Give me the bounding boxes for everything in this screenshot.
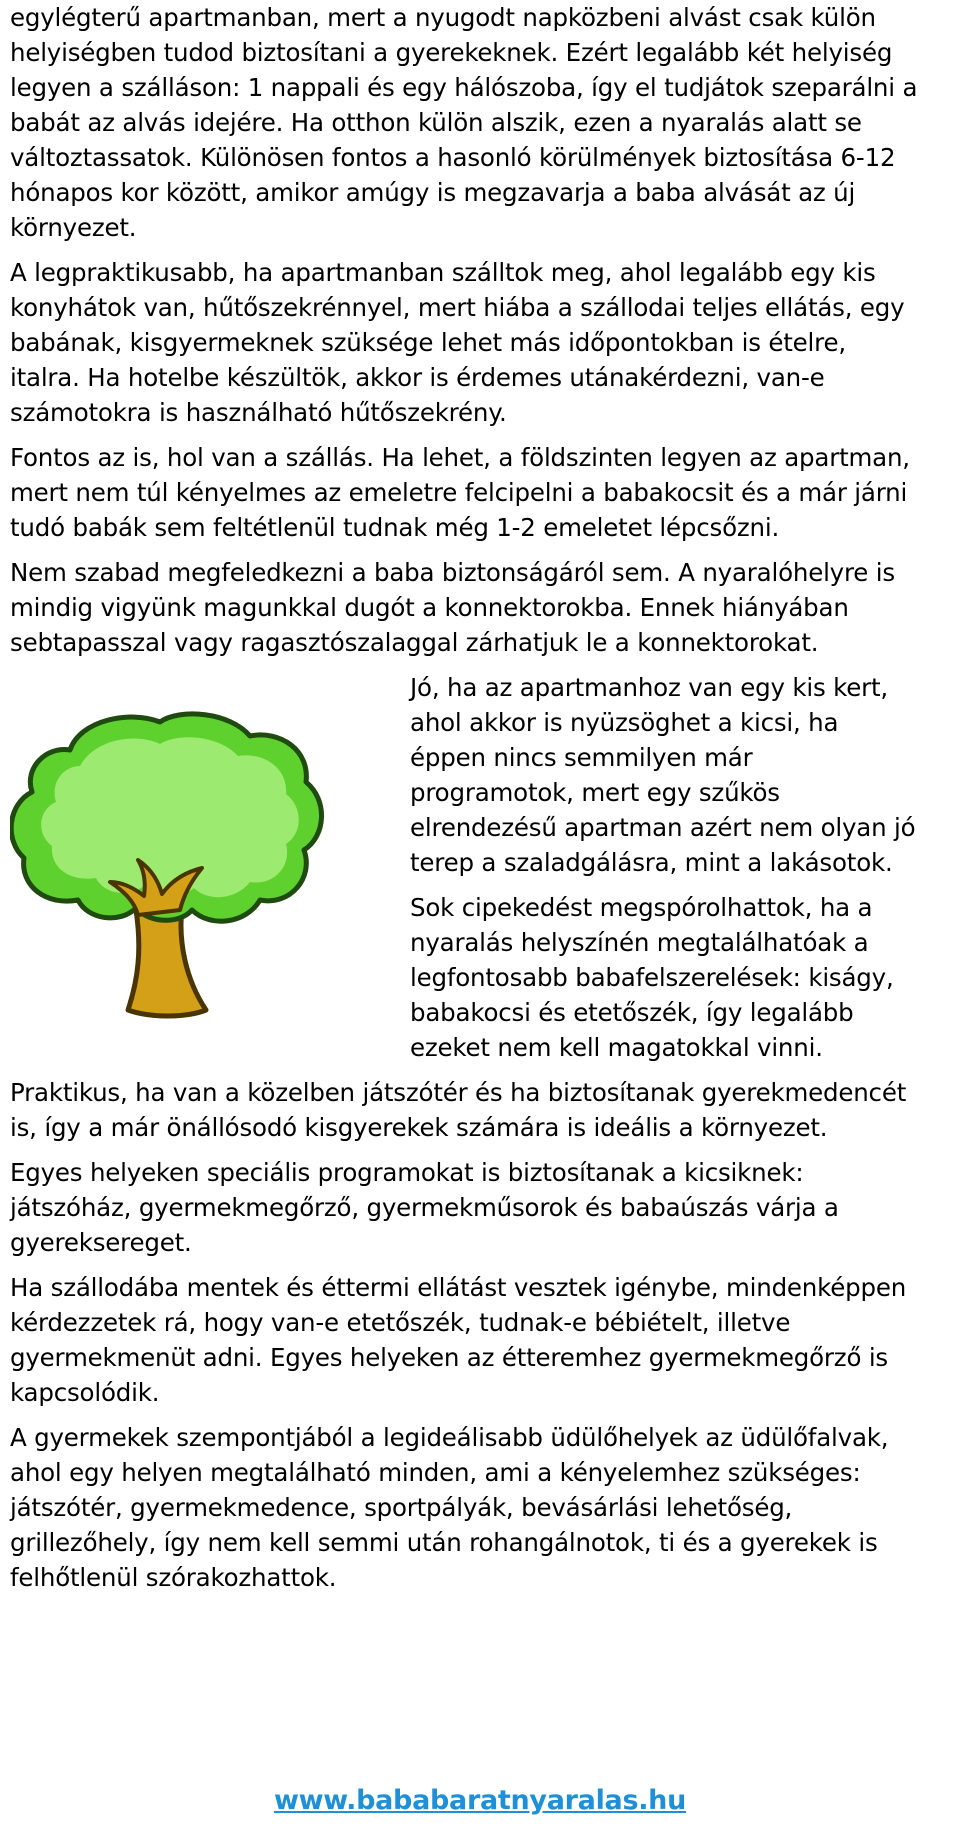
tree-illustration (10, 710, 390, 1045)
paragraph-1: egylégterű apartmanban, mert a nyugodt napközbeni alvást csak külön helyiségben tudod biztosítani a gyerekeknek. Ezért legalább két helyiség legyen a szálláson: 1 nappali és egy hálószoba, így el tudjátok szeparálni a babát az alvás idejére. Ha otthon külön alszik, ezen a nyaralás alatt se változtassatok. Különösen fontos a hasonló körülmények biztosítása 6-12 hónapos kor között, amikor amúgy is megzavarja a baba alvását az új környezet. (10, 3, 918, 242)
paragraph-2: A legpraktikusabb, ha apartmanban szálltok meg, ahol legalább egy kis konyhátok van, hűtőszekrénnyel, mert hiába a szállodai teljes ellátás, egy babának, kisgyermeknek szüksége lehet más időpontokban is ételre, italra. Ha hotelbe készültök, akkor is érdemes utánakérdezni, van-e számotokra is használható hűtőszekrény. (10, 258, 905, 427)
paragraph-6: Sok cipekedést megspórolhattok, ha a nyaralás helyszínén megtalálhatóak a legfontosabb babafelszerelések: kiságy, babakocsi és etetőszék, így legalább ezeket nem kell magatokkal vinni. (410, 893, 894, 1062)
paragraph-10: A gyermekek szempontjából a legideálisabb üdülőhelyek az üdülőfalvak, ahol egy helyen megtalálható minden, ami a kényelemhez szükséges: játszótér, gyermekmedence, sportpályák, bevásárlási lehetőség, grillezőhely, így nem kell semmi után rohangálnotok, ti és a gyerekek is felhőtlenül szórakozhattok. (10, 1423, 889, 1592)
paragraph-3: Fontos az is, hol van a szállás. Ha lehet, a földszinten legyen az apartman, mert nem túl kényelmes az emeletre felcipelni a babakocsit és a már járni tudó babák sem feltétlenül tudnak még 1-2 emeletet lépcsőzni. (10, 443, 910, 542)
tree-icon (10, 710, 330, 1025)
article-body (10, 0, 920, 1595)
paragraph-7: Praktikus, ha van a közelben játszótér és ha biztosítanak gyerekmedencét is, így a már önállósodó kisgyerekek számára is ideális a környezet. (10, 1078, 907, 1142)
paragraph-4: Nem szabad megfeledkezni a baba biztonságáról sem. A nyaralóhelyre is mindig vigyünk magunkkal dugót a konnektorokba. Ennek hiányában sebtapasszal vagy ragasztószalaggal zárhatjuk le a konnektorokat. (10, 558, 895, 657)
document-page (10, 0, 920, 1605)
paragraph-8: Egyes helyeken speciális programokat is biztosítanak a kicsiknek: játszóház, gyermekmegőrző, gyermekműsorok és babaúszás várja a gyereksereget. (10, 1158, 839, 1257)
paragraph-5: Jó, ha az apartmanhoz van egy kis kert, ahol akkor is nyüzsöghet a kicsi, ha éppen nincs semmilyen már programotok, mert egy szűkös elrendezésű apartman azért nem olyan jó terep a szaladgálásra, mint a lakásotok. (410, 673, 916, 877)
footer (0, 1785, 960, 1816)
paragraph-9: Ha szállodába mentek és éttermi ellátást vesztek igénybe, mindenképpen kérdezzetek rá, hogy van-e etetőszék, tudnak-e bébiételt, illetve gyermekmenüt adni. Egyes helyeken az étteremhez gyermekmegőrző is kapcsolódik. (10, 1273, 907, 1407)
website-link[interactable]: www.bababaratnyaralas.hu (273, 1785, 687, 1816)
